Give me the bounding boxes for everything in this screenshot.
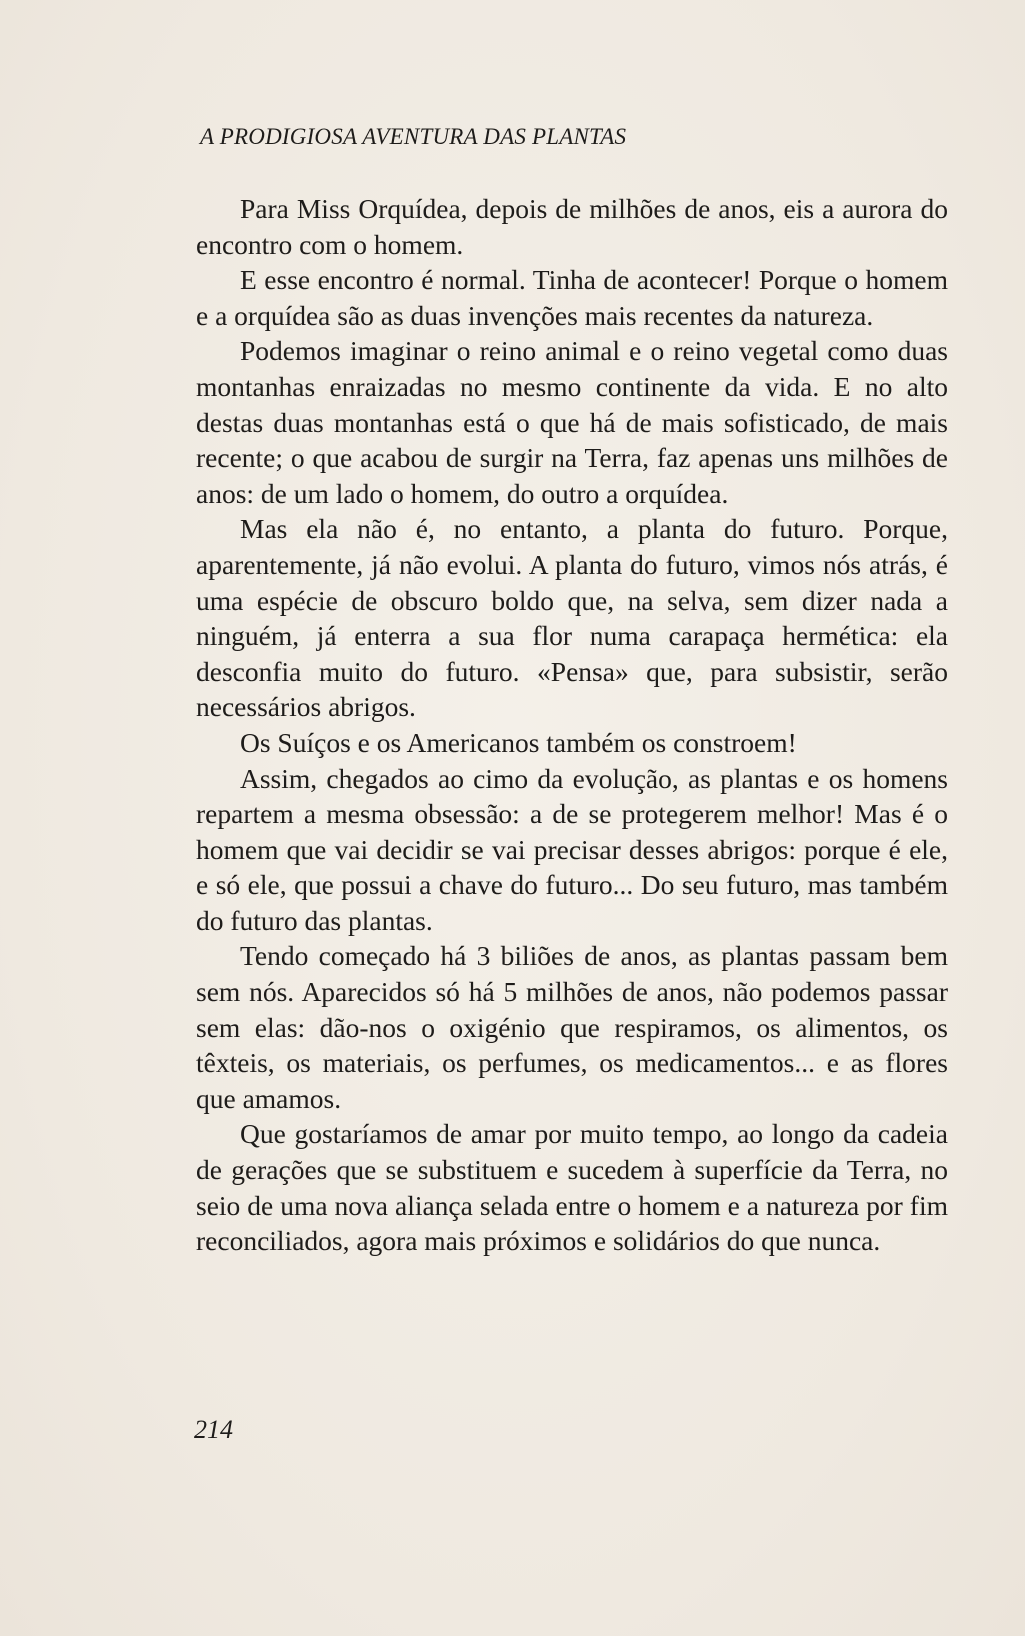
paragraph: Que gostaríamos de amar por muito tempo, ao longo da cadeia de gerações que se substituem e sucedem à superfície da Terra, no seio de uma nova aliança selada entre o homem e a natureza por fim reconciliados, agora mais próximos e solidários do que nunca. bbox=[196, 1118, 948, 1257]
page-number: 214 bbox=[194, 1415, 233, 1444]
paragraph: Podemos imaginar o reino animal e o reino vegetal como duas montanhas enraizadas no mesmo continente da vida. E no alto destas duas montanhas está o que há de mais sofisticado, de mais recente; o que acabou de surgir na Terra, faz apenas uns milhões de anos: de um lado o homem, do outro a orquídea. bbox=[196, 335, 948, 509]
paragraph: Assim, chegados ao cimo da evolução, as plantas e os homens repartem a mesma obsessão: a de se protegerem melhor! Mas é o homem que vai decidir se vai precisar desses abrigos: porque é ele, e só ele, que possui a chave do futuro... Do seu futuro, mas também do futuro das plantas. bbox=[196, 762, 948, 936]
paragraph: Os Suíços e os Americanos também os constroem! bbox=[240, 726, 797, 758]
paragraph: E esse encontro é normal. Tinha de acontecer! Porque o homem e a orquídea são as duas invenções mais recentes da natureza. bbox=[196, 264, 948, 331]
paragraph: Mas ela não é, no entanto, a planta do futuro. Porque, aparentemente, já não evolui. A planta do futuro, vimos nós atrás, é uma espécie de obscuro boldo que, na selva, sem dizer nada a ninguém, já enterra a sua flor numa carapaça hermética: ela desconfia muito do futuro. «Pensa» que, para subsistir, serão necessários abrigos. bbox=[196, 513, 948, 723]
running-head: A PRODIGIOSA AVENTURA DAS PLANTAS bbox=[200, 124, 627, 149]
paragraph: Tendo começado há 3 biliões de anos, as plantas passam bem sem nós. Aparecidos só há 5 milhões de anos, não podemos passar sem elas: dão-nos o oxigénio que respiramos, os alimentos, os têxteis, os materiais, os perfumes, os medicamentos... e as flores que amamos. bbox=[196, 940, 948, 1114]
body-text bbox=[196, 191, 948, 1259]
paragraph: Para Miss Orquídea, depois de milhões de anos, eis a aurora do encontro com o homem. bbox=[196, 193, 948, 260]
